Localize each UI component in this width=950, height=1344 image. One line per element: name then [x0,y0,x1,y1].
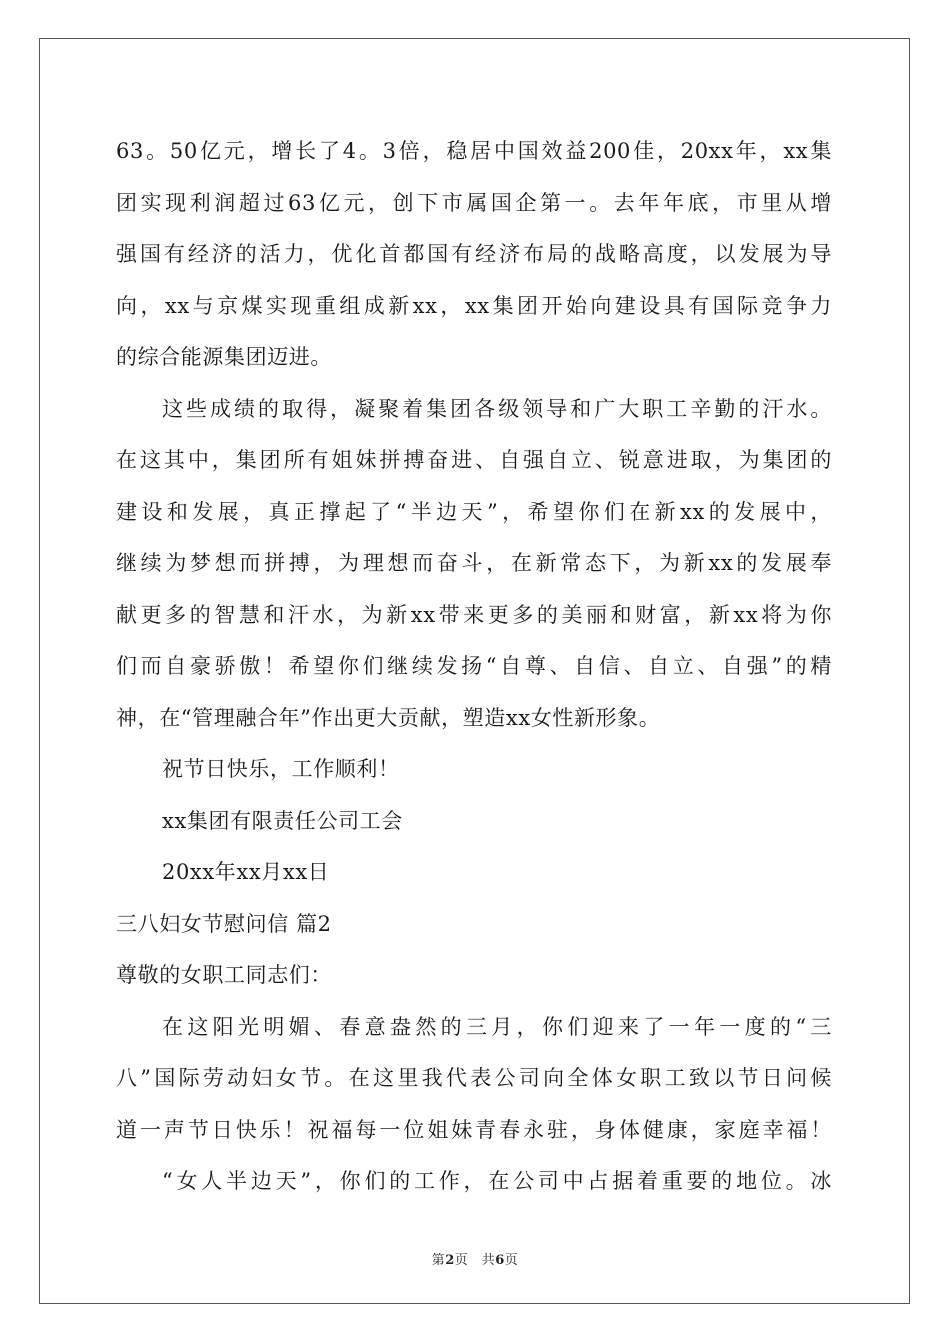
salutation: 尊敬的女职工同志们： [116,963,332,987]
text-line: 这些成绩的取得，凝聚着集团各级领导和广大职工辛勤的汗水。 [162,396,832,421]
text-line: 的综合能源集团迈进。 [116,345,332,369]
text-line: 道一声节日快乐！祝福每一位姐妹青春永驻，身体健康，家庭幸福！ [116,1117,832,1142]
page-suffix: 页 [504,1253,519,1268]
text-line: 强国有经济的活力，优化首都国有经济布局的战略高度，以发展为导 [116,242,832,266]
text-line: 献更多的智慧和汗水，为新xx带来更多的美丽和财富，新xx将为你 [116,602,832,627]
page-footer [0,1249,950,1268]
page-current-number: 2 [445,1253,455,1268]
text-line: 在这阳光明媚、春意盎然的三月，你们迎来了一年一度的“三 [162,1014,832,1039]
closing-greeting: 祝节日快乐，工作顺利！ [162,757,400,781]
page-mid: 页 共 [454,1253,496,1268]
text-line: 们而自豪骄傲！希望你们继续发扬“自尊、自信、自立、自强”的精 [116,654,832,678]
signature-organization: xx集团有限责任公司工会 [162,808,403,833]
text-line: 八”国际劳动妇女节。在这里我代表公司向全体女职工致以节日问候 [116,1066,832,1090]
document-body [116,126,832,1208]
text-line: 神，在“管理融合年”作出更大贡献，塑造xx女性新形象。 [116,705,661,730]
section-heading: 三八妇女节慰问信 篇2 [116,911,332,936]
text-line: 继续为梦想而拼搏，为理想而奋斗，在新常态下，为新xx的发展奉 [116,551,832,575]
page-prefix: 第 [431,1253,446,1268]
text-line: 在这其中，集团所有姐妹拼搏奋进、自强自立、锐意进取，为集团的 [116,448,832,472]
text-line: “女人半边天”，你们的工作，在公司中占据着重要的地位。冰 [162,1169,832,1193]
signature-date: 20xx年xx月xx日 [162,860,330,884]
text-line: 向，xx与京煤实现重组成新xx，xx集团开始向建设具有国际竞争力 [116,293,832,318]
page-total-number: 6 [495,1253,505,1268]
text-line: 63。50亿元，增长了4。3倍，稳居中国效益200佳，20xx年，xx集 [116,139,832,163]
text-line: 团实现利润超过63亿元，创下市属国企第一。去年年底，市里从增 [116,190,832,215]
text-line: 建设和发展，真正撑起了“半边天”，希望你们在新xx的发展中， [116,499,832,524]
